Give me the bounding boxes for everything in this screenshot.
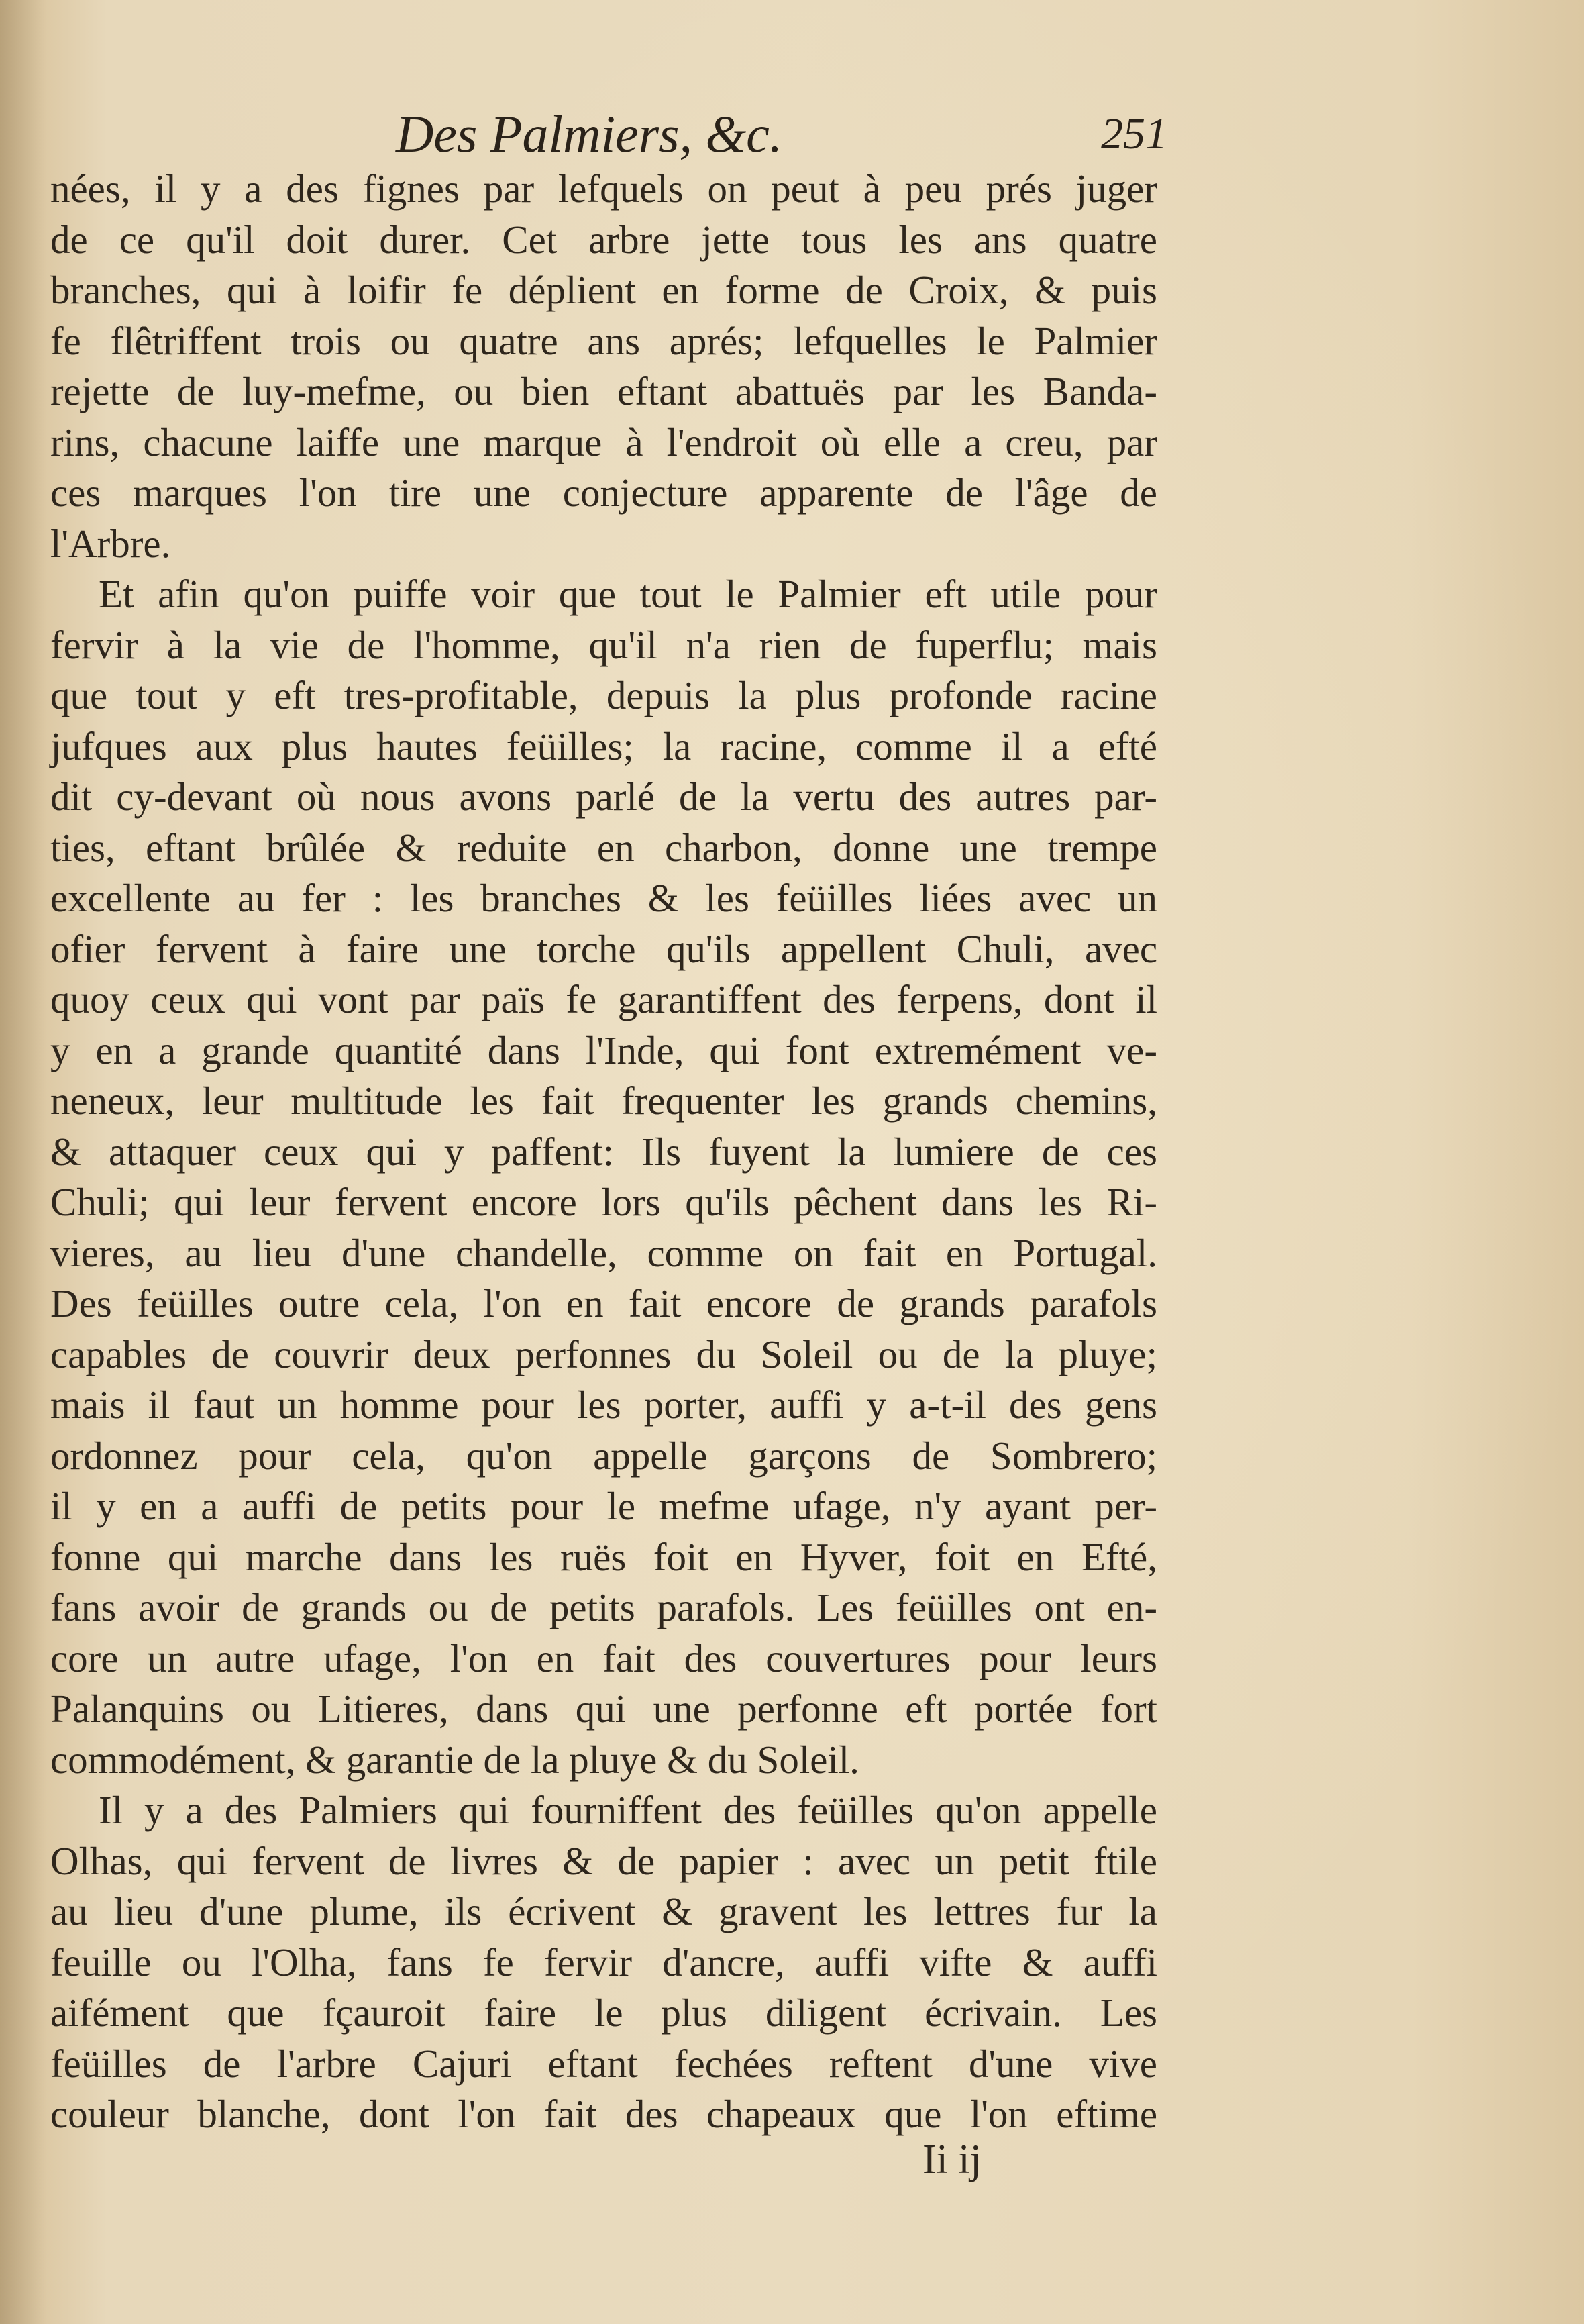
- text-line: fervir à la vie de l'homme, qu'il n'a rien de fuperflu; mais: [50, 622, 1157, 667]
- text-line: Il y a des Palmiers qui fourniffent des feüilles qu'on appelle: [99, 1788, 1157, 1832]
- text-line: Des feüilles outre cela, l'on en fait encore de grands parafols: [50, 1281, 1157, 1325]
- paragraph-1: [50, 164, 1157, 569]
- text-line: jufques aux plus hautes feüilles; la racine, comme il a efté: [50, 723, 1157, 768]
- text-line: commodément, & garantie de la pluye & du Soleil.: [50, 1737, 859, 1782]
- text-line: rejette de luy-mefme, ou bien eftant abattuës par les Banda-: [50, 369, 1157, 413]
- text-line: capables de couvrir deux perfonnes du Soleil ou de la pluye;: [50, 1331, 1157, 1376]
- text-line: de ce qu'il doit durer. Cet arbre jette tous les ans quatre: [50, 217, 1157, 262]
- text-line: quoy ceux qui vont par païs fe garantiffent des ferpens, dont il: [50, 977, 1157, 1021]
- text-line: ces marques l'on tire une conjecture apparente de l'âge de: [50, 470, 1157, 515]
- text-line: feuille ou l'Olha, fans fe fervir d'ancre, auffi vifte & auffi: [50, 1939, 1157, 1984]
- text-line: l'Arbre.: [50, 521, 171, 566]
- running-title: Des Palmiers, &c.: [396, 105, 783, 163]
- text-line: ties, eftant brûlée & reduite en charbon, donne une trempe: [50, 825, 1157, 870]
- text-line: dit cy-devant où nous avons parlé de la vertu des autres par-: [50, 774, 1157, 819]
- text-line: il y en a auffi de petits pour le mefme ufage, n'y ayant per-: [50, 1484, 1157, 1528]
- text-line: Et afin qu'on puiffe voir que tout le Palmier eft utile pour: [99, 572, 1157, 616]
- text-line: fe flêtriffent trois ou quatre ans aprés; lefquelles le Palmier: [50, 318, 1157, 363]
- text-line: branches, qui à loifir fe déplient en forme de Croix, & puis: [50, 268, 1157, 312]
- text-line: que tout y eft tres-profitable, depuis la plus profonde racine: [50, 673, 1157, 717]
- text-line: neneux, leur multitude les fait frequenter les grands chemins,: [50, 1078, 1157, 1123]
- text-line: Palanquins ou Litieres, dans qui une perfonne eft portée fort: [50, 1686, 1157, 1731]
- text-line: Chuli; qui leur fervent encore lors qu'ils pêchent dans les Ri-: [50, 1180, 1157, 1224]
- text-line: ordonnez pour cela, qu'on appelle garçons de Sombrero;: [50, 1433, 1157, 1478]
- text-line: & attaquer ceux qui y paffent: Ils fuyent la lumiere de ces: [50, 1129, 1157, 1174]
- body-text: [50, 164, 1157, 2140]
- text-line: feüilles de l'arbre Cajuri eftant fechées reftent d'une vive: [50, 2041, 1157, 2086]
- text-line: couleur blanche, dont l'on fait des chapeaux que l'on eftime: [50, 2092, 1157, 2136]
- text-line: excellente au fer : les branches & les feüilles liées avec un: [50, 876, 1157, 920]
- text-line: rins, chacune laiffe une marque à l'endroit où elle a creu, par: [50, 419, 1157, 464]
- text-line: vieres, au lieu d'une chandelle, comme on fait en Portugal.: [50, 1230, 1157, 1275]
- text-line: aifément que fçauroit faire le plus diligent écrivain. Les: [50, 1990, 1157, 2035]
- text-line: fans avoir de grands ou de petits parafols. Les feüilles ont en-: [50, 1585, 1157, 1629]
- text-line: au lieu d'une plume, ils écrivent & gravent les lettres fur la: [50, 1889, 1157, 1933]
- text-line: nées, il y a des fignes par lefquels on peut à peu prés juger: [50, 166, 1157, 211]
- text-line: core un autre ufage, l'on en fait des couvertures pour leurs: [50, 1635, 1157, 1680]
- signature-mark: Ii ij: [922, 2137, 982, 2182]
- text-line: fonne qui marche dans les ruës foit en Hyver, foit en Efté,: [50, 1534, 1157, 1579]
- text-line: y en a grande quantité dans l'Inde, qui font extremément ve-: [50, 1027, 1157, 1072]
- page-number: 251: [1101, 109, 1167, 158]
- text-line: mais il faut un homme pour les porter, auffi y a-t-il des gens: [50, 1382, 1157, 1427]
- paragraph-3: [50, 1785, 1157, 2140]
- paragraph-2: [50, 569, 1157, 1785]
- text-line: ofier fervent à faire une torche qu'ils appellent Chuli, avec: [50, 926, 1157, 971]
- text-line: Olhas, qui fervent de livres & de papier : avec un petit ftile: [50, 1838, 1157, 1883]
